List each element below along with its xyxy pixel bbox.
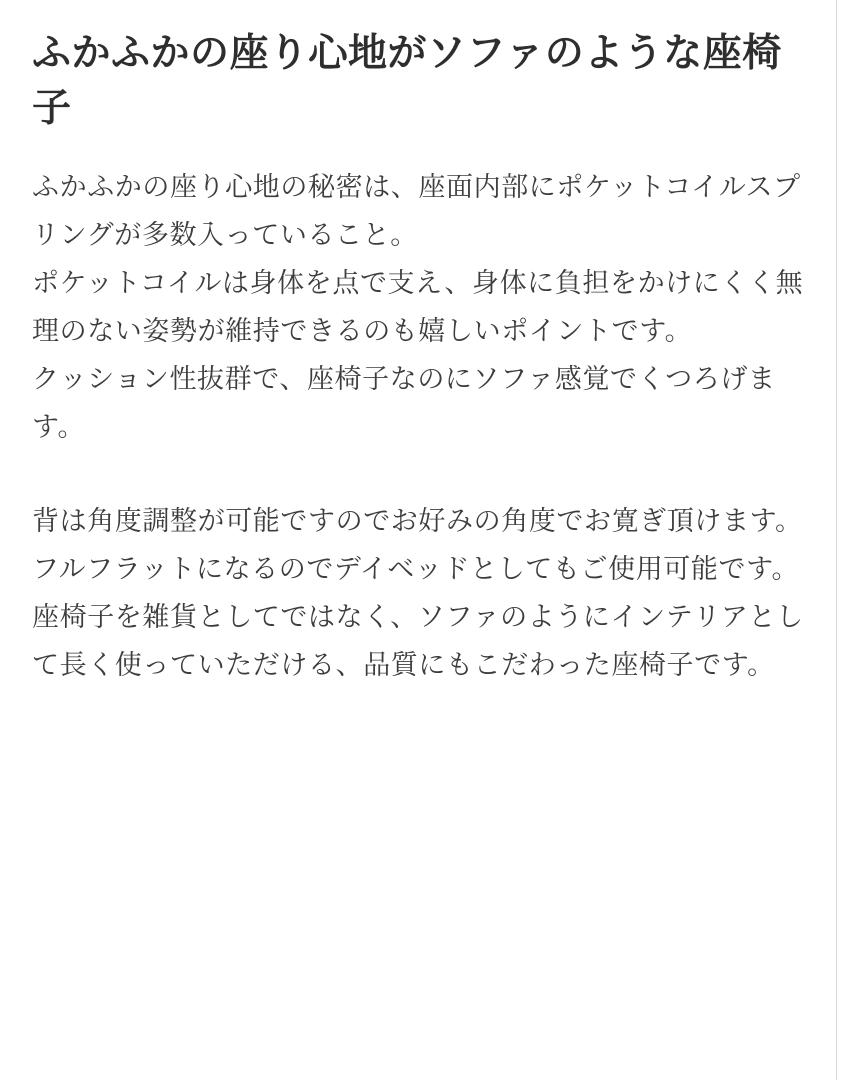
paragraph-line: ふかふかの座り心地の秘密は、座面内部にポケットコイルスプリングが多数入っていること。 [32, 171, 801, 250]
paragraph-block-1 [32, 163, 812, 451]
paragraph-line: クッション性抜群で、座椅子なのにソファ感覚でくつろげます。 [32, 363, 776, 442]
paragraph-line: 座椅子を雑貨としてではなく、ソファのようにインテリアとして長く使っていただける、品質にもこだわった座椅子です。 [32, 602, 804, 681]
paragraph-line: 背は角度調整が可能ですのでお好みの角度でお寛ぎ頂けます。 [32, 506, 803, 537]
paragraph-spacer [32, 451, 812, 497]
paragraph-line: ポケットコイルは身体を点で支え、身体に負担をかけにくく無理のない姿勢が維持できるのも嬉しいポイントです。 [32, 267, 804, 346]
page-title: ふかふかの座り心地がソファのような座椅子 [32, 32, 782, 131]
paragraph-block-2 [32, 497, 812, 689]
page-right-edge-rule [836, 0, 842, 1080]
paragraph-line: フルフラットになるのでデイベッドとしてもご使用可能です。 [32, 554, 800, 585]
